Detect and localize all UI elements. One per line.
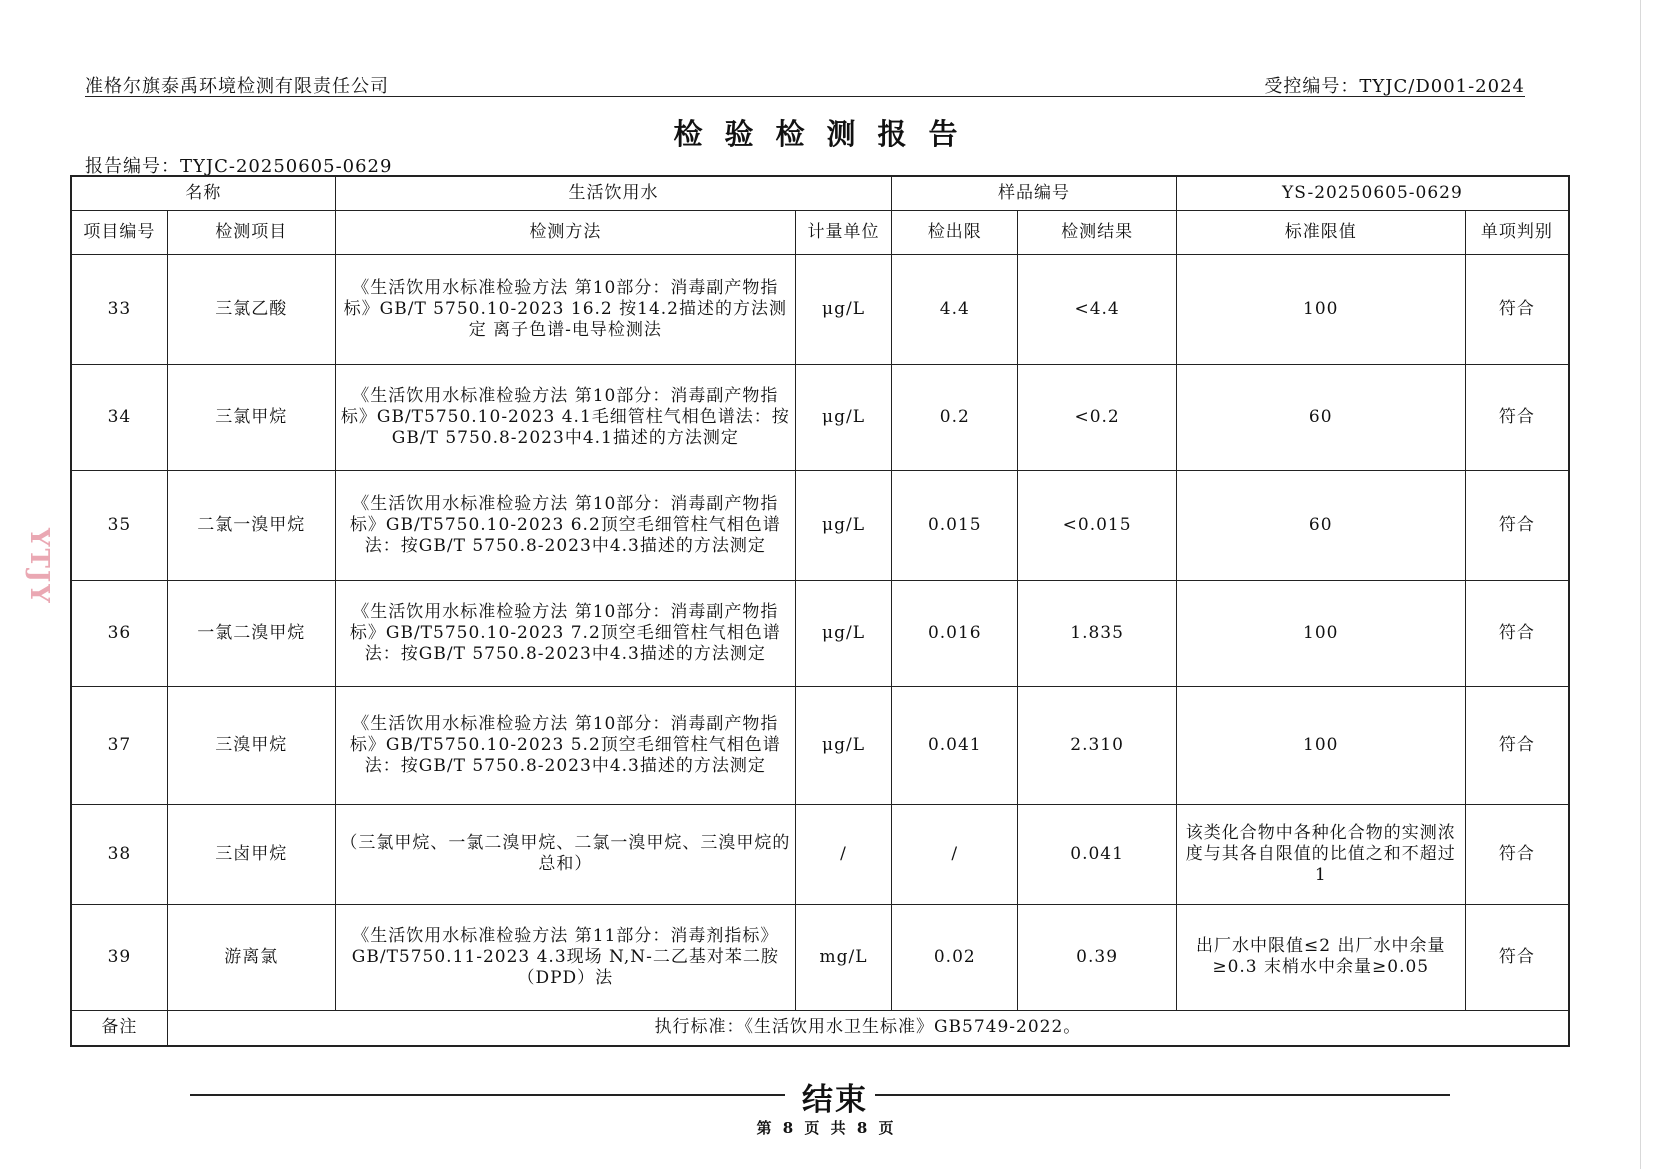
cell-method: 《生活饮用水标准检验方法 第10部分：消毒副产物指标》GB/T5750.10-2023 4.1毛细管柱气相色谱法：按GB/T 5750.8-2023中4.1描述的方法测定 bbox=[335, 364, 795, 470]
remark-text: 执行标准：《生活饮用水卫生标准》GB5749-2022。 bbox=[167, 1010, 1569, 1046]
cell-standard: 出厂水中限值≤2 出厂水中余量≥0.3 末梢水中余量≥0.05 bbox=[1176, 904, 1465, 1010]
report-number: 报告编号：TYJC-20250605-0629 bbox=[85, 156, 393, 177]
end-rule-left bbox=[190, 1094, 785, 1096]
cell-no: 33 bbox=[71, 254, 167, 364]
col-item-no: 项目编号 bbox=[71, 210, 167, 254]
cell-judgement: 符合 bbox=[1465, 254, 1569, 364]
cell-item: 三溴甲烷 bbox=[167, 686, 335, 804]
cell-standard: 100 bbox=[1176, 686, 1465, 804]
table-row bbox=[71, 470, 1569, 580]
col-unit: 计量单位 bbox=[795, 210, 891, 254]
cell-judgement: 符合 bbox=[1465, 580, 1569, 686]
cell-limit: 0.02 bbox=[892, 904, 1018, 1010]
cell-no: 39 bbox=[71, 904, 167, 1010]
cell-result: 0.041 bbox=[1018, 804, 1176, 904]
cell-no: 34 bbox=[71, 364, 167, 470]
cell-item: 三氯乙酸 bbox=[167, 254, 335, 364]
cell-item: 三卤甲烷 bbox=[167, 804, 335, 904]
page-number: 第 8 页 共 8 页 bbox=[756, 1119, 897, 1137]
cell-limit: 0.015 bbox=[892, 470, 1018, 580]
control-number: 受控编号：TYJC/D001-2024 bbox=[1264, 76, 1525, 97]
cell-method: 《生活饮用水标准检验方法 第10部分：消毒副产物指标》GB/T 5750.10-2023 16.2 按14.2描述的方法测定 离子色谱-电导检测法 bbox=[335, 254, 795, 364]
cell-no: 37 bbox=[71, 686, 167, 804]
cell-unit: μg/L bbox=[795, 254, 891, 364]
remark-label: 备注 bbox=[71, 1010, 167, 1046]
cell-unit: / bbox=[795, 804, 891, 904]
cell-standard: 60 bbox=[1176, 470, 1465, 580]
sample-id-value: YS-20250605-0629 bbox=[1176, 176, 1569, 210]
report-title: 检验检测报告 bbox=[673, 117, 980, 151]
table-row bbox=[71, 254, 1569, 364]
cell-result: 0.39 bbox=[1018, 904, 1176, 1010]
table-row bbox=[71, 804, 1569, 904]
sample-id-label: 样品编号 bbox=[892, 176, 1177, 210]
col-method: 检测方法 bbox=[335, 210, 795, 254]
remark-row bbox=[71, 1010, 1569, 1046]
end-text: 结束 bbox=[802, 1082, 868, 1118]
cell-limit: 0.2 bbox=[892, 364, 1018, 470]
cell-unit: μg/L bbox=[795, 470, 891, 580]
end-marker bbox=[190, 1074, 1450, 1118]
cell-unit: μg/L bbox=[795, 364, 891, 470]
stamp-mark: YTJY bbox=[24, 528, 54, 605]
cell-unit: μg/L bbox=[795, 686, 891, 804]
col-judgement: 单项判别 bbox=[1465, 210, 1569, 254]
col-item: 检测项目 bbox=[167, 210, 335, 254]
cell-result: <4.4 bbox=[1018, 254, 1176, 364]
end-rule-right bbox=[875, 1094, 1450, 1096]
sample-name-value: 生活饮用水 bbox=[335, 176, 891, 210]
cell-method: 《生活饮用水标准检验方法 第10部分：消毒副产物指标》GB/T5750.10-2023 7.2顶空毛细管柱气相色谱法：按GB/T 5750.8-2023中4.3描述的方法测定 bbox=[335, 580, 795, 686]
table-row bbox=[71, 904, 1569, 1010]
col-standard: 标准限值 bbox=[1176, 210, 1465, 254]
cell-limit: 0.016 bbox=[892, 580, 1018, 686]
cell-judgement: 符合 bbox=[1465, 804, 1569, 904]
cell-method: 《生活饮用水标准检验方法 第10部分：消毒副产物指标》GB/T5750.10-2023 5.2顶空毛细管柱气相色谱法：按GB/T 5750.8-2023中4.3描述的方法测定 bbox=[335, 686, 795, 804]
company-name: 准格尔旗泰禹环境检测有限责任公司 bbox=[85, 76, 389, 97]
cell-item: 游离氯 bbox=[167, 904, 335, 1010]
cell-judgement: 符合 bbox=[1465, 686, 1569, 804]
cell-judgement: 符合 bbox=[1465, 904, 1569, 1010]
results-table bbox=[70, 175, 1570, 1047]
cell-method: （三氯甲烷、一氯二溴甲烷、二氯一溴甲烷、三溴甲烷的总和） bbox=[335, 804, 795, 904]
cell-limit: / bbox=[892, 804, 1018, 904]
sample-info-row bbox=[71, 176, 1569, 210]
cell-no: 35 bbox=[71, 470, 167, 580]
page-header bbox=[85, 70, 1525, 97]
cell-item: 一氯二溴甲烷 bbox=[167, 580, 335, 686]
cell-standard: 60 bbox=[1176, 364, 1465, 470]
cell-unit: mg/L bbox=[795, 904, 891, 1010]
cell-no: 36 bbox=[71, 580, 167, 686]
cell-judgement: 符合 bbox=[1465, 470, 1569, 580]
page-edge-line bbox=[1640, 0, 1641, 1169]
cell-item: 二氯一溴甲烷 bbox=[167, 470, 335, 580]
cell-result: 1.835 bbox=[1018, 580, 1176, 686]
cell-standard: 100 bbox=[1176, 254, 1465, 364]
col-limit: 检出限 bbox=[892, 210, 1018, 254]
cell-no: 38 bbox=[71, 804, 167, 904]
cell-method: 《生活饮用水标准检验方法 第11部分：消毒剂指标》GB/T5750.11-2023 4.3现场 N,N-二乙基对苯二胺（DPD）法 bbox=[335, 904, 795, 1010]
cell-result: <0.2 bbox=[1018, 364, 1176, 470]
table-row bbox=[71, 580, 1569, 686]
sample-name-label: 名称 bbox=[71, 176, 335, 210]
cell-method: 《生活饮用水标准检验方法 第10部分：消毒副产物指标》GB/T5750.10-2023 6.2顶空毛细管柱气相色谱法：按GB/T 5750.8-2023中4.3描述的方法测定 bbox=[335, 470, 795, 580]
cell-judgement: 符合 bbox=[1465, 364, 1569, 470]
cell-standard: 该类化合物中各种化合物的实测浓度与其各自限值的比值之和不超过1 bbox=[1176, 804, 1465, 904]
cell-unit: μg/L bbox=[795, 580, 891, 686]
cell-item: 三氯甲烷 bbox=[167, 364, 335, 470]
cell-limit: 4.4 bbox=[892, 254, 1018, 364]
column-header-row bbox=[71, 210, 1569, 254]
cell-limit: 0.041 bbox=[892, 686, 1018, 804]
table-row bbox=[71, 364, 1569, 470]
col-result: 检测结果 bbox=[1018, 210, 1176, 254]
table-row bbox=[71, 686, 1569, 804]
cell-result: 2.310 bbox=[1018, 686, 1176, 804]
cell-standard: 100 bbox=[1176, 580, 1465, 686]
cell-result: <0.015 bbox=[1018, 470, 1176, 580]
